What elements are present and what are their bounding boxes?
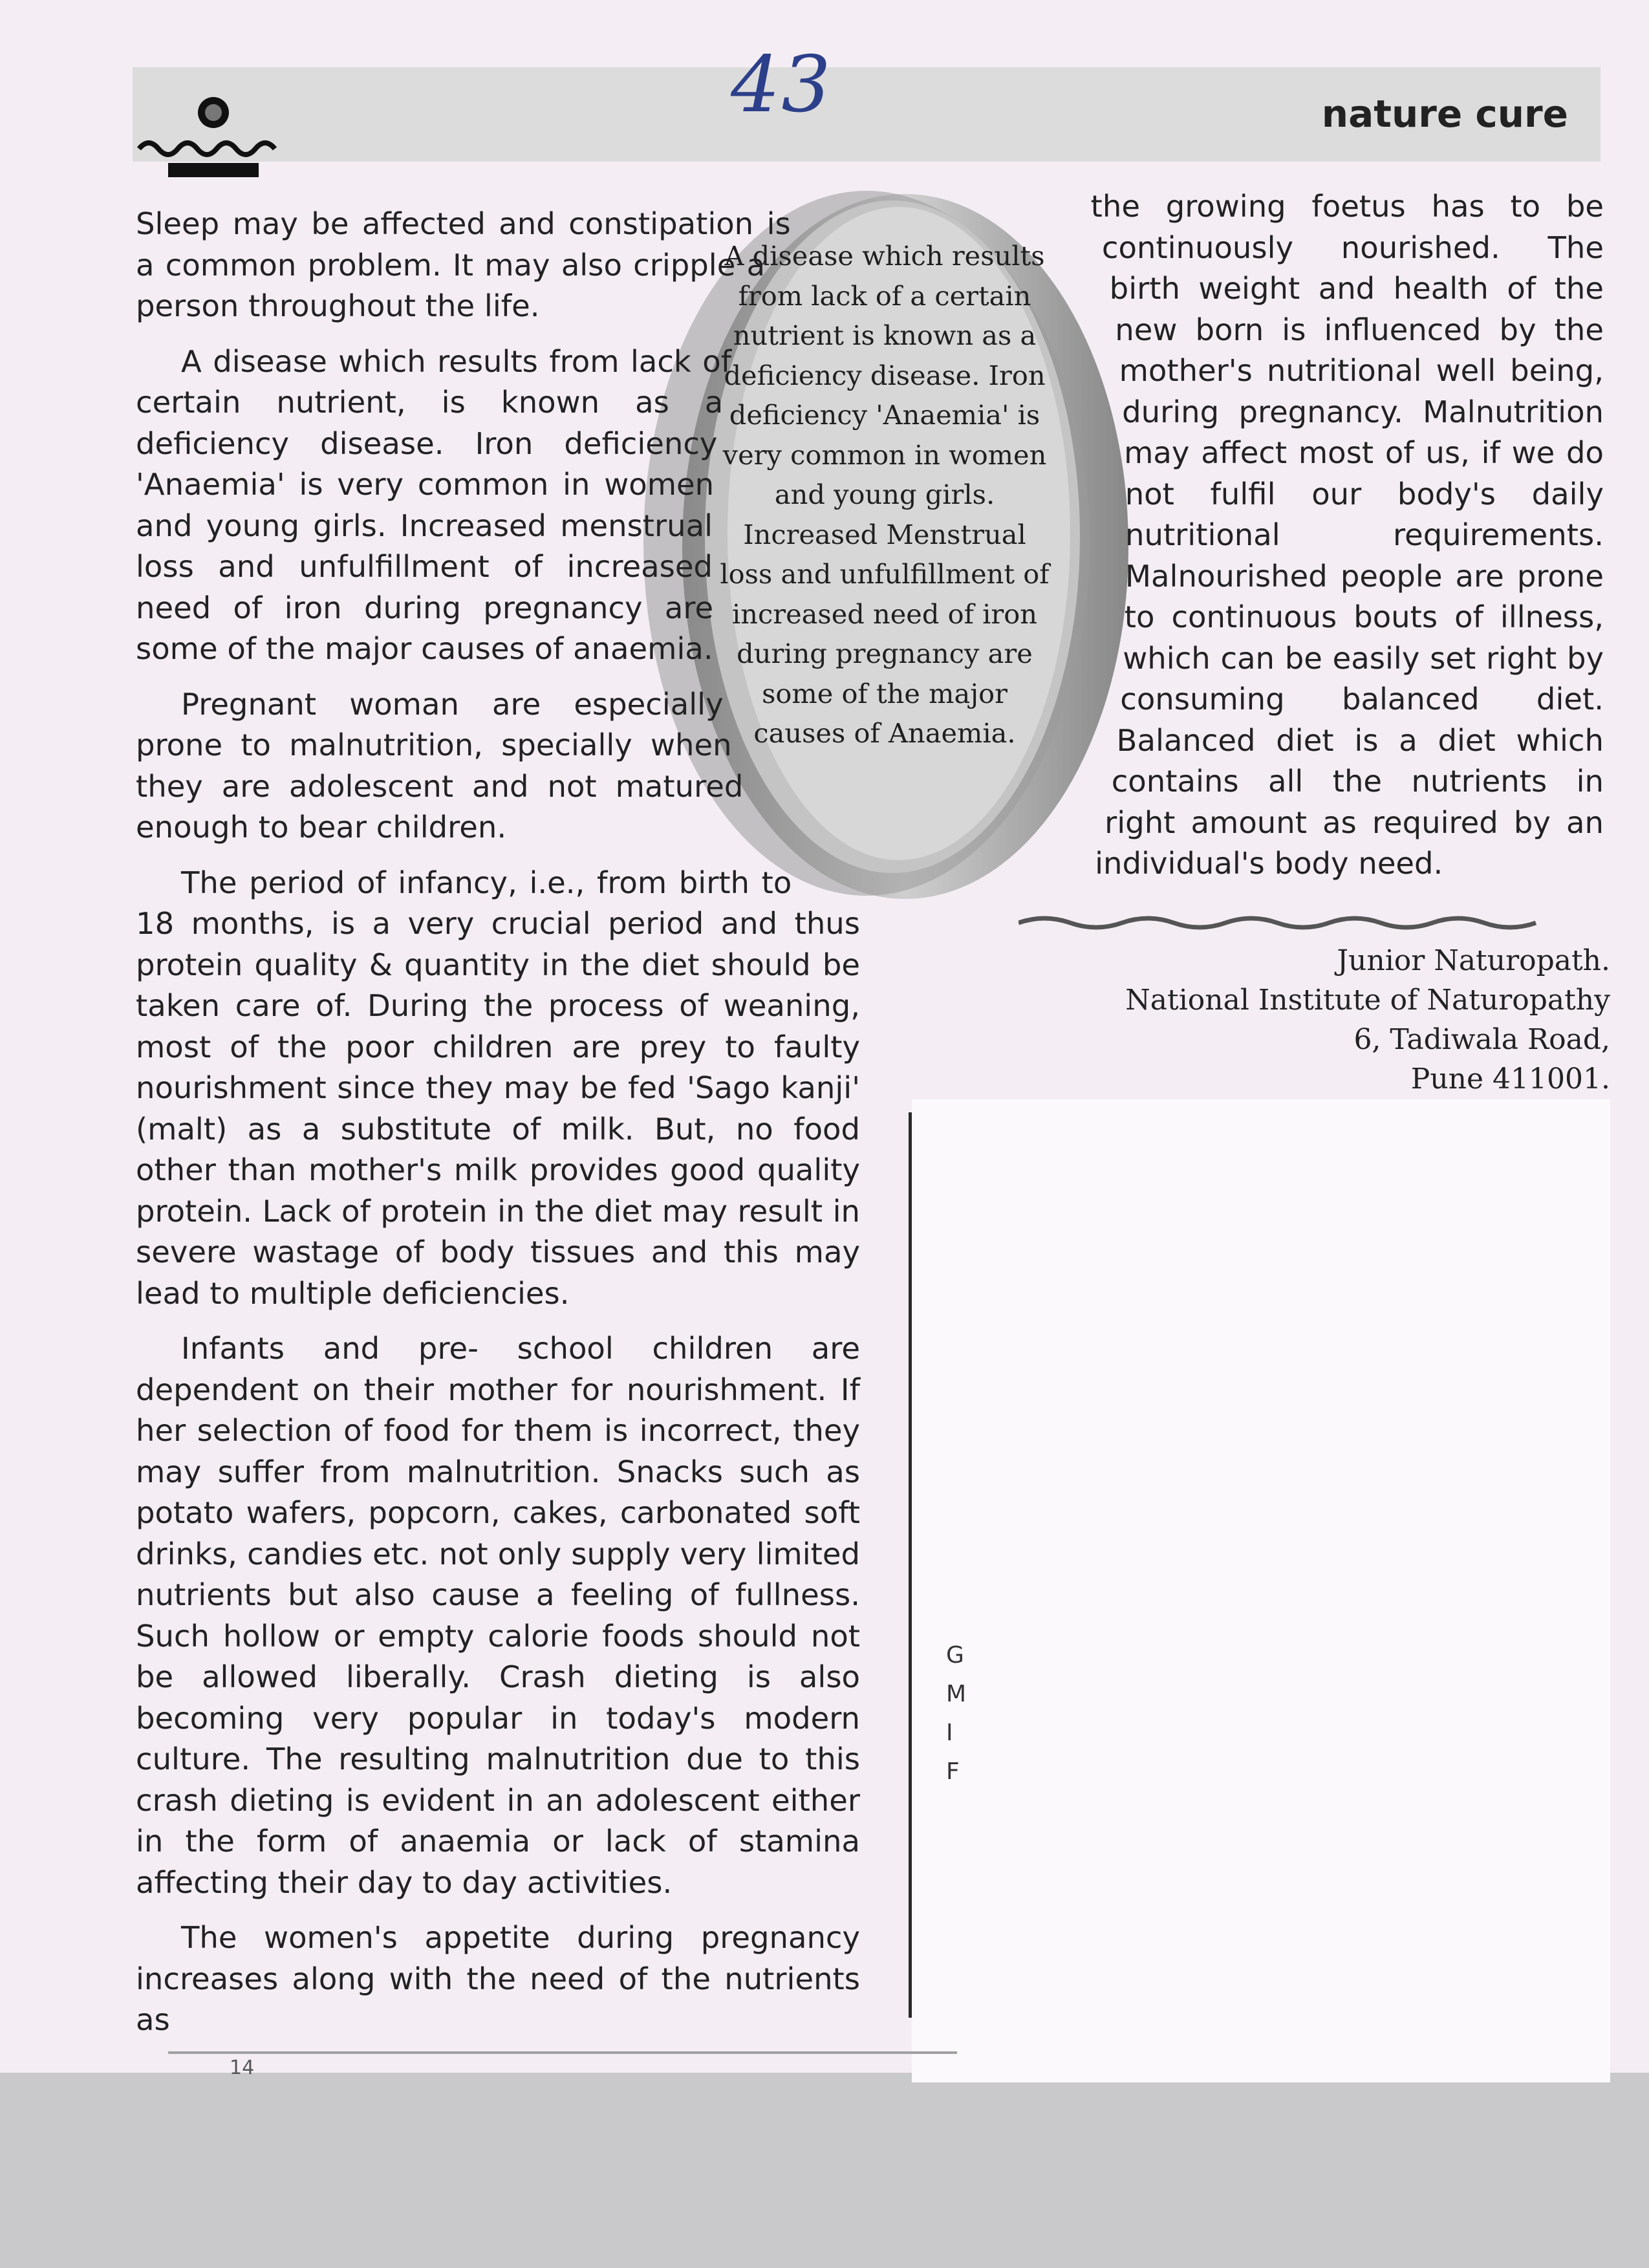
page-number: 14 [230, 2057, 255, 2079]
street-address: 6, Tadiwala Road, [1353, 1023, 1610, 1056]
wave-divider [1018, 909, 1542, 934]
sun-over-waves-icon [133, 92, 301, 182]
patch-edge-letters: G M I F [946, 1642, 967, 1785]
footer-rule [168, 2051, 957, 2054]
author-address [1086, 941, 1610, 1099]
paragraph: the growing foetus has to be continuously nourished. The birth weight and health of the new born is influenced by the mother's nutritional well being, during pregnancy. Malnutrition may affect most of us, if we do not fulfil our body's daily nutritional requirements. Malnourished people are prone to continuous bouts of illness, which can be easily set right by consuming balanced diet. Balanced diet is a diet which contains all the nutrients in right amount as required by an individual's body need. [1090, 189, 1604, 881]
paragraph: A disease which results from lack of certain nutrient, is known as a deficiency disease. Iron deficiency 'Anaemia' is very common in women and young girls. Increased menstrual loss and unfulfillment of increased need of iron during pregnancy are some of the major causes of anaemia. [136, 343, 732, 666]
left-column [136, 204, 860, 2055]
paper-patch [912, 1099, 1610, 2082]
pull-quote: A disease which results from lack of a certain nutrient is known as a deficiency disease. Iron deficiency 'Anaemia' is very common in women and young girls. Increased Menstrual loss and unfulfillment of increased need of iron during pregnancy are some of the major causes of Anaemia. [720, 240, 1050, 749]
paragraph: Sleep may be affected and constipation is a common problem. It may also cripple a person throughout the life. [136, 206, 791, 323]
paragraph: The period of infancy, i.e., from birth to 18 months, is a very crucial period and thus protein quality & quantity in the diet should be taken care of. During the process of weaning, most of the poor children are prey to faulty nourishment since they may be fed 'Sago kanji' (malt) as a substitute of milk. But, no food other than mother's milk provides good quality protein. Lack of protein in the diet may result in severe wastage of body tissues and this may lead to multiple deficiencies. [136, 865, 860, 1311]
paragraph: Pregnant woman are especially prone to malnutrition, specially when they are adolescent and not matured enough to bear children. [136, 686, 744, 845]
city-pin: Pune 411001. [1410, 1063, 1610, 1096]
header-band [133, 67, 1600, 162]
paragraph: Infants and pre- school children are dependent on their mother for nourishment. If her selection of food for them is incorrect, they may suffer from malnutrition. Snacks such as potato wafers, popcorn, cakes, carbonated soft drinks, candies etc. not only supply very limited nutrients but also cause a feeling of fullness. Such hollow or empty calorie foods should not be allowed liberally. Crash dieting is also becoming very popular in today's modern culture. The resulting malnutrition due to this crash dieting is evident in an adolescent either in the form of anaemia or lack of stamina affecting their day to day activities. [136, 1331, 860, 1900]
paragraph: The women's appetite during pregnancy increases along with the need of the nutrients as [136, 1920, 860, 2037]
right-column [1061, 186, 1604, 899]
author-title: Junior Naturopath. [1337, 944, 1610, 977]
section-title: nature cure [1321, 92, 1568, 136]
institute-name: National Institute of Naturopathy [1125, 984, 1610, 1017]
handwritten-page-number: 43 [731, 40, 832, 130]
